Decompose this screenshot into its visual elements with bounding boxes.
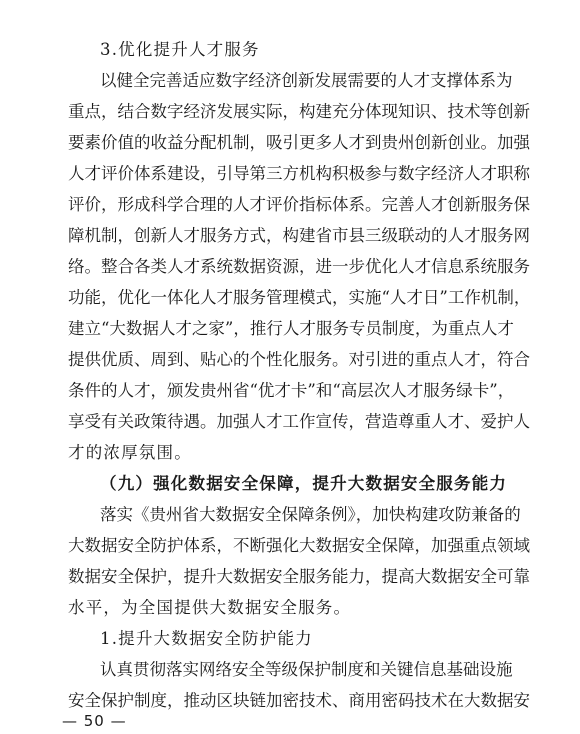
paragraph-line: 提供优质、周到、贴心的个性化服务。对引进的重点人才，符合 bbox=[68, 350, 530, 369]
paragraph-line: 络。整合各类人才系统数据资源，进一步优化人才信息系统服务 bbox=[68, 257, 530, 276]
paragraph-line: 重点，结合数字经济发展实际，构建充分体现知识、技术等创新 bbox=[68, 102, 530, 121]
subsection-heading-security-protection: 1.提升大数据安全防护能力 bbox=[100, 629, 313, 648]
paragraph-line: 人才评价体系建设，引导第三方机构积极参与数字经济人才职称 bbox=[68, 164, 530, 183]
paragraph-line: 大数据安全防护体系，不断强化大数据安全保障，加强重点领域 bbox=[68, 536, 530, 555]
page-number: — 50 — bbox=[62, 712, 127, 730]
subsection-heading-talent-service: 3.优化提升人才服务 bbox=[100, 40, 260, 59]
section-heading-data-security: （九）强化数据安全保障，提升大数据安全服务能力 bbox=[100, 474, 508, 493]
paragraph-line: 落实《贵州省大数据安全保障条例》，加快构建攻防兼备的 bbox=[100, 505, 521, 524]
paragraph-line: 安全保护制度，推动区块链加密技术、商用密码技术在大数据安 bbox=[68, 691, 530, 710]
paragraph-line: 享受有关政策待遇。加强人才工作宣传，营造尊重人才、爱护人 bbox=[68, 412, 530, 431]
paragraph-line: 障机制，创新人才服务方式，构建省市县三级联动的人才服务网 bbox=[68, 226, 530, 245]
paragraph-line: 建立“大数据人才之家”，推行人才服务专员制度，为重点人才 bbox=[68, 319, 514, 338]
paragraph-line: 要素价值的收益分配机制，吸引更多人才到贵州创新创业。加强 bbox=[68, 133, 530, 152]
paragraph-line: 认真贯彻落实网络安全等级保护制度和关键信息基础设施 bbox=[100, 660, 513, 679]
paragraph-line: 功能，优化一体化人才服务管理模式，实施“人才日”工作机制， bbox=[68, 288, 531, 307]
paragraph-line: 条件的人才，颁发贵州省“优才卡”和“高层次人才服务绿卡”， bbox=[68, 381, 515, 400]
paragraph-line: 才的浓厚氛围。 bbox=[68, 443, 192, 462]
paragraph-line: 水平，为全国提供大数据安全服务。 bbox=[68, 598, 352, 617]
paragraph-line: 以健全完善适应数字经济创新发展需要的人才支撑体系为 bbox=[100, 71, 513, 90]
paragraph-line: 评价，形成科学合理的人才评价指标体系。完善人才创新服务保 bbox=[68, 195, 530, 214]
paragraph-line: 数据安全保护，提升大数据安全服务能力，提高大数据安全可靠 bbox=[68, 567, 530, 586]
